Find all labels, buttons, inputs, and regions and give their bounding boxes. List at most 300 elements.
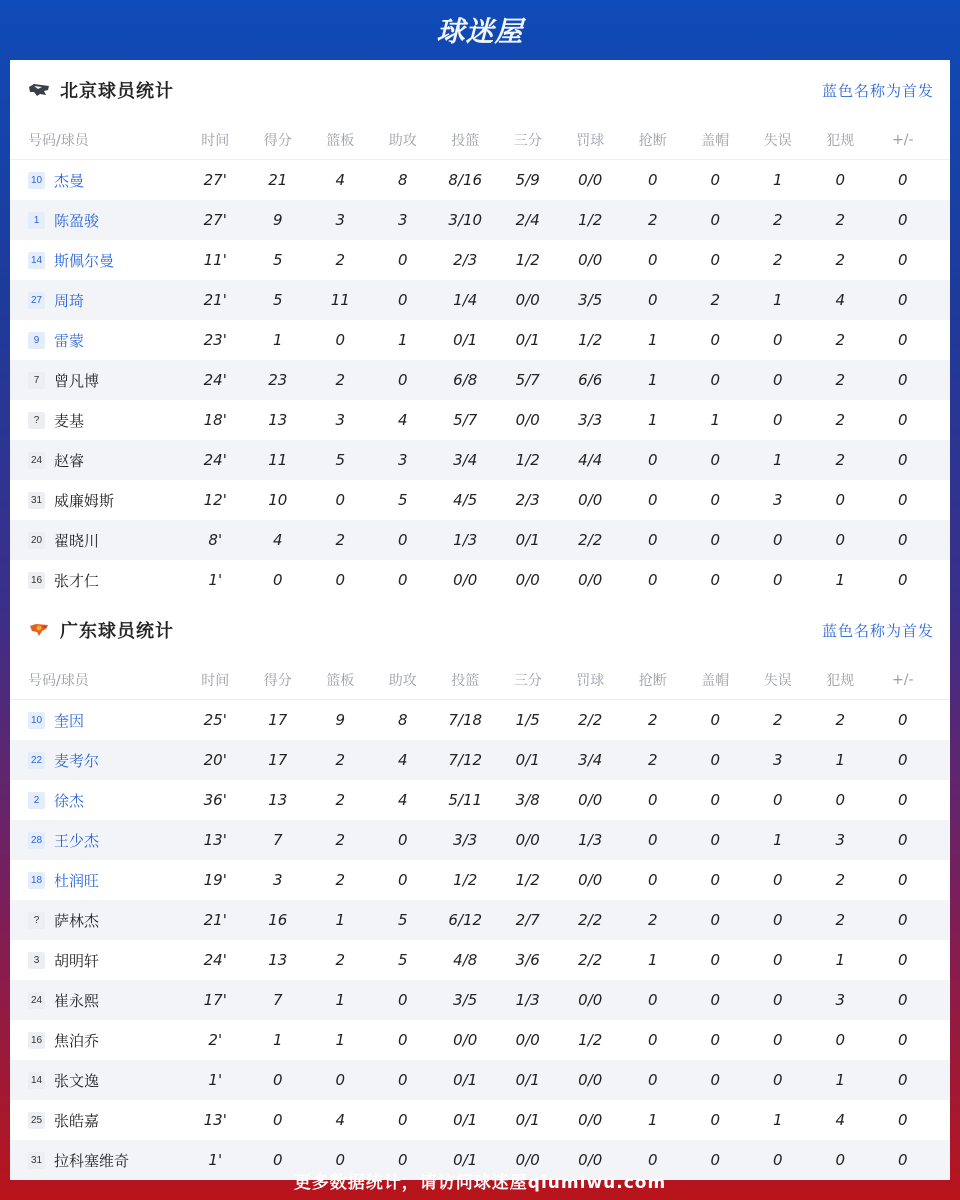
stat-cell: 0/0 (515, 831, 540, 849)
stat-cell: 23 (268, 371, 288, 389)
column-header: +/- (892, 671, 914, 688)
player-name[interactable]: 翟晓川 (54, 531, 100, 550)
stat-cell: 1 (397, 331, 408, 349)
player-cell (10, 1070, 184, 1091)
player-name[interactable]: 斯佩尔曼 (54, 251, 115, 270)
table-row (10, 320, 950, 360)
stat-cell: 0 (835, 791, 846, 809)
player-cell (10, 330, 184, 351)
stat-cell: 11 (268, 451, 288, 469)
stat-cell: 3/5 (453, 991, 478, 1009)
stat-cell: 3 (772, 751, 783, 769)
stat-cell: 1 (335, 911, 346, 929)
stat-cell: 3/6 (515, 951, 540, 969)
stat-cell: 10 (268, 491, 288, 509)
stat-cell: 0 (397, 371, 408, 389)
table-row (10, 980, 950, 1020)
stat-cell: 1/2 (578, 1031, 603, 1049)
stat-cell: 0/0 (515, 411, 540, 429)
stat-cell: 0 (647, 1031, 658, 1049)
stat-cell: 1' (208, 1071, 223, 1089)
stat-cell: 1/2 (578, 331, 603, 349)
stat-cell: 3 (335, 211, 346, 229)
stat-cell: 0 (272, 571, 283, 589)
stat-cell: 0 (335, 491, 346, 509)
stat-cell: 4/4 (578, 451, 603, 469)
stat-cell: 0 (397, 1031, 408, 1049)
column-header: 盖帽 (701, 132, 730, 149)
stat-cell: 0 (647, 571, 658, 589)
stat-cell: 0 (772, 951, 783, 969)
player-name[interactable]: 崔永熙 (54, 991, 100, 1010)
player-name[interactable]: 徐杰 (54, 791, 85, 810)
stat-cell: 0/1 (515, 1071, 540, 1089)
stat-cell: 0/0 (578, 571, 603, 589)
column-header: 助攻 (388, 672, 417, 689)
jersey-number-badge: 10 (28, 712, 45, 729)
stat-cell: 0 (897, 371, 908, 389)
jersey-number-badge: 25 (28, 1112, 45, 1129)
stat-cell: 0 (710, 571, 721, 589)
jersey-number-badge: ? (28, 912, 45, 929)
stat-cell: 0/1 (515, 1111, 540, 1129)
stat-cell: 0 (897, 951, 908, 969)
player-name[interactable]: 胡明轩 (54, 951, 100, 970)
stat-cell: 4 (335, 171, 346, 189)
player-name[interactable]: 杰曼 (54, 171, 85, 190)
column-header: 抢断 (638, 672, 667, 689)
table-row (10, 160, 950, 200)
stat-cell: 0 (772, 571, 783, 589)
stat-cell: 0 (897, 911, 908, 929)
stat-cell: 5 (397, 951, 408, 969)
jersey-number-badge: 1 (28, 212, 45, 229)
stat-cell: 2 (335, 251, 346, 269)
stat-cell: 0 (835, 171, 846, 189)
stat-cell: 2 (335, 371, 346, 389)
stat-cell: 3/5 (578, 291, 603, 309)
player-cell (10, 450, 184, 471)
stat-cell: 1/2 (453, 871, 478, 889)
table-row (10, 940, 950, 980)
stat-cell: 13' (203, 831, 227, 849)
column-header: 犯规 (826, 672, 855, 689)
stat-cell: 0 (710, 871, 721, 889)
stat-cell: 0 (397, 1071, 408, 1089)
stat-cell: 2 (772, 711, 783, 729)
stat-cell: 1 (335, 991, 346, 1009)
stat-cell: 5/9 (515, 171, 540, 189)
stat-cell: 0 (772, 1151, 783, 1169)
stat-cell: 3/10 (448, 211, 483, 229)
player-cell (10, 570, 184, 591)
stat-cell: 0 (897, 331, 908, 349)
stat-cell: 11 (330, 291, 350, 309)
stat-cell: 0/0 (578, 791, 603, 809)
beijing-team-icon (28, 83, 50, 97)
table-row (10, 360, 950, 400)
table-row (10, 780, 950, 820)
stat-cell: 13 (268, 411, 288, 429)
stat-cell: 0 (897, 411, 908, 429)
table-row (10, 900, 950, 940)
stat-cell: 0 (897, 251, 908, 269)
stat-cell: 4 (835, 1111, 846, 1129)
stat-cell: 0 (897, 1111, 908, 1129)
stat-cell: 1/2 (578, 211, 603, 229)
table-row (10, 860, 950, 900)
player-name[interactable]: 赵睿 (54, 451, 85, 470)
stat-cell: 0 (710, 211, 721, 229)
player-cell (10, 210, 184, 231)
stat-cell: 0 (897, 451, 908, 469)
stat-cell: 0 (710, 1151, 721, 1169)
stat-cell: 0 (335, 1071, 346, 1089)
stat-cell: 0 (897, 991, 908, 1009)
stat-cell: 0 (772, 331, 783, 349)
stat-cell: 1/2 (515, 451, 540, 469)
stat-cell: 0/0 (578, 491, 603, 509)
stat-cell: 0 (397, 991, 408, 1009)
stat-cell: 0/0 (453, 1031, 478, 1049)
jersey-number-badge: 24 (28, 452, 45, 469)
stat-cell: 0 (897, 751, 908, 769)
stat-cell: 16 (268, 911, 288, 929)
stat-cell: 12' (203, 491, 227, 509)
player-name[interactable]: 杜润旺 (54, 871, 100, 890)
stat-cell: 0 (772, 911, 783, 929)
player-name[interactable]: 陈盈骏 (54, 211, 100, 230)
player-name[interactable]: 麦基 (54, 411, 85, 430)
stat-cell: 6/6 (578, 371, 603, 389)
stat-cell: 0 (772, 791, 783, 809)
stat-cell: 17 (268, 751, 288, 769)
stat-cell: 2 (772, 251, 783, 269)
jersey-number-badge: 24 (28, 992, 45, 1009)
table-row (10, 740, 950, 780)
player-name[interactable]: 曾凡博 (54, 371, 100, 390)
stat-cell: 7/18 (448, 711, 483, 729)
stat-cell: 5/7 (453, 411, 478, 429)
stat-cell: 1 (772, 1111, 783, 1129)
stat-cell: 2 (335, 871, 346, 889)
jersey-number-badge: ? (28, 412, 45, 429)
jersey-number-badge: 22 (28, 752, 45, 769)
stat-cell: 0/1 (453, 331, 478, 349)
stat-cell: 21' (203, 911, 227, 929)
stat-cell: 0 (772, 1071, 783, 1089)
jersey-number-badge: 28 (28, 832, 45, 849)
stat-cell: 2 (335, 951, 346, 969)
column-header: 罚球 (576, 672, 605, 689)
stat-cell: 1 (772, 291, 783, 309)
stat-cell: 0 (397, 571, 408, 589)
stat-cell: 7 (272, 831, 283, 849)
stat-cell: 1 (772, 831, 783, 849)
stat-cell: 1 (835, 1071, 846, 1089)
section-header (10, 600, 950, 660)
stat-cell: 0 (647, 791, 658, 809)
stat-cell: 2 (335, 791, 346, 809)
column-header: 盖帽 (701, 672, 730, 689)
jersey-number-badge: 2 (28, 792, 45, 809)
player-name[interactable]: 张才仁 (54, 571, 100, 590)
stat-cell: 0 (710, 831, 721, 849)
stat-cell: 0 (397, 251, 408, 269)
stat-cell: 3/4 (453, 451, 478, 469)
stat-cell: 0 (710, 751, 721, 769)
stat-cell: 1 (835, 751, 846, 769)
stat-cell: 0 (647, 531, 658, 549)
stat-cell: 0/0 (515, 571, 540, 589)
stat-cell: 13 (268, 951, 288, 969)
stat-cell: 1/5 (515, 711, 540, 729)
stat-cell: 3/3 (578, 411, 603, 429)
stat-cell: 2 (835, 911, 846, 929)
stat-cell: 1/3 (578, 831, 603, 849)
player-cell (10, 410, 184, 431)
stat-cell: 0 (897, 871, 908, 889)
stat-cell: 1 (272, 1031, 283, 1049)
section-header (10, 60, 950, 120)
stat-cell: 8/16 (448, 171, 483, 189)
stat-cell: 17' (203, 991, 227, 1009)
stat-cell: 0 (710, 491, 721, 509)
player-cell (10, 170, 184, 191)
stat-cell: 21' (203, 291, 227, 309)
stat-cell: 1/3 (453, 531, 478, 549)
stat-cell: 0/0 (578, 1111, 603, 1129)
column-header: +/- (892, 131, 914, 148)
stat-cell: 0 (897, 1151, 908, 1169)
stat-cell: 0 (397, 1151, 408, 1169)
stat-cell: 0 (897, 1031, 908, 1049)
stat-cell: 1 (647, 951, 658, 969)
stat-cell: 4 (272, 531, 283, 549)
stat-cell: 0 (647, 451, 658, 469)
column-header: 三分 (513, 672, 542, 689)
stat-cell: 0 (335, 1151, 346, 1169)
stat-cell: 2/2 (578, 711, 603, 729)
team-title (28, 77, 174, 103)
stat-cell: 13' (203, 1111, 227, 1129)
stat-cell: 3 (772, 491, 783, 509)
stat-cell: 6/12 (448, 911, 483, 929)
stat-cell: 0/0 (515, 291, 540, 309)
column-header: 投篮 (451, 132, 480, 149)
stat-cell: 0 (897, 211, 908, 229)
player-cell (10, 870, 184, 891)
stat-cell: 0 (835, 1151, 846, 1169)
jersey-number-badge: 18 (28, 872, 45, 889)
stat-cell: 0 (772, 871, 783, 889)
stat-cell: 1/3 (515, 991, 540, 1009)
jersey-number-badge: 14 (28, 1072, 45, 1089)
stat-cell: 0 (772, 411, 783, 429)
jersey-number-badge: 9 (28, 332, 45, 349)
stat-cell: 0 (897, 531, 908, 549)
player-rows (10, 160, 950, 600)
top-bar (0, 0, 960, 60)
player-name[interactable]: 张文逸 (54, 1071, 100, 1090)
player-name[interactable]: 雷蒙 (54, 331, 85, 350)
stat-cell: 0 (897, 171, 908, 189)
stat-cell: 0 (772, 371, 783, 389)
stat-cell: 23' (203, 331, 227, 349)
stat-cell: 1 (647, 1111, 658, 1129)
stat-cell: 1 (647, 331, 658, 349)
stat-cell: 4/8 (453, 951, 478, 969)
jersey-number-badge: 16 (28, 1032, 45, 1049)
stat-cell: 5 (335, 451, 346, 469)
stat-cell: 0 (272, 1071, 283, 1089)
player-cell (10, 250, 184, 271)
stat-cell: 0 (647, 991, 658, 1009)
player-name[interactable]: 麦考尔 (54, 751, 100, 770)
stat-cell: 25' (203, 711, 227, 729)
stat-cell: 0/0 (453, 571, 478, 589)
stat-cell: 2 (835, 251, 846, 269)
stat-cell: 0 (772, 1031, 783, 1049)
team-title (28, 617, 174, 643)
starter-note: 蓝色名称为首发 (821, 621, 934, 640)
stat-cell: 27' (203, 211, 227, 229)
stat-cell: 4 (397, 411, 408, 429)
stat-cell: 2/3 (515, 491, 540, 509)
stat-cell: 1 (772, 451, 783, 469)
stat-cell: 18' (203, 411, 227, 429)
team-name: 北京球员统计 (60, 81, 174, 102)
stat-cell: 0 (897, 491, 908, 509)
stat-cell: 24' (203, 451, 227, 469)
player-cell (10, 830, 184, 851)
table-row (10, 400, 950, 440)
stat-cell: 0 (710, 251, 721, 269)
stat-cell: 2 (335, 751, 346, 769)
stat-cell: 27' (203, 171, 227, 189)
column-header: 号码/球员 (28, 132, 89, 149)
stat-cell: 0 (710, 451, 721, 469)
stat-cell: 0 (647, 831, 658, 849)
stat-cell: 1 (647, 371, 658, 389)
stat-cell: 2/7 (515, 911, 540, 929)
stat-cell: 0 (710, 911, 721, 929)
player-name[interactable]: 周琦 (54, 291, 85, 310)
column-header: 得分 (263, 672, 292, 689)
stat-cell: 1 (647, 411, 658, 429)
team-section-beijing (10, 60, 950, 600)
stat-cell: 0 (710, 331, 721, 349)
stat-cell: 20' (203, 751, 227, 769)
jersey-number-badge: 3 (28, 952, 45, 969)
stat-cell: 21 (268, 171, 288, 189)
stat-cell: 0 (397, 1111, 408, 1129)
stat-cell: 0 (710, 991, 721, 1009)
stat-cell: 1/2 (515, 251, 540, 269)
stat-cell: 2 (647, 711, 658, 729)
player-name[interactable]: 萨林杰 (54, 911, 100, 930)
jersey-number-badge: 31 (28, 1152, 45, 1169)
column-header: 号码/球员 (28, 672, 89, 689)
stat-cell: 0/1 (453, 1151, 478, 1169)
stat-cell: 0 (897, 1071, 908, 1089)
stat-cell: 0/1 (515, 751, 540, 769)
player-name[interactable]: 奎因 (54, 711, 85, 730)
player-name[interactable]: 张皓嘉 (54, 1111, 100, 1130)
stat-cell: 0 (647, 251, 658, 269)
stat-cell: 0 (835, 1031, 846, 1049)
stat-cell: 36' (203, 791, 227, 809)
player-rows (10, 700, 950, 1180)
stat-cell: 3/3 (453, 831, 478, 849)
stat-cell: 1/4 (453, 291, 478, 309)
column-header: 三分 (513, 132, 542, 149)
player-name[interactable]: 王少杰 (54, 831, 100, 850)
column-header: 篮板 (326, 672, 355, 689)
stat-cell: 2/4 (515, 211, 540, 229)
table-row (10, 1100, 950, 1140)
column-header: 时间 (201, 672, 230, 689)
stat-cell: 0/1 (453, 1071, 478, 1089)
column-header: 得分 (263, 132, 292, 149)
stat-cell: 1' (208, 571, 223, 589)
stat-cell: 0 (772, 991, 783, 1009)
table-row (10, 520, 950, 560)
stat-cell: 2/2 (578, 911, 603, 929)
team-section-guangdong (10, 600, 950, 1180)
column-header: 时间 (201, 132, 230, 149)
stat-cell: 6/8 (453, 371, 478, 389)
stat-cell: 3/4 (578, 751, 603, 769)
stat-cell: 0 (710, 711, 721, 729)
stat-cell: 0 (647, 491, 658, 509)
stat-cell: 2/3 (453, 251, 478, 269)
stat-cell: 2 (647, 211, 658, 229)
player-name[interactable]: 威廉姆斯 (54, 491, 115, 510)
column-header: 篮板 (326, 132, 355, 149)
stat-cell: 0/0 (515, 1151, 540, 1169)
stat-cell: 0 (397, 831, 408, 849)
stat-cell: 0 (710, 171, 721, 189)
table-row (10, 240, 950, 280)
stat-cell: 17 (268, 711, 288, 729)
stat-cell: 0/1 (515, 531, 540, 549)
player-cell (10, 990, 184, 1011)
team-name: 广东球员统计 (60, 621, 174, 642)
stat-cell: 4 (397, 751, 408, 769)
stat-cell: 9 (335, 711, 346, 729)
table-header (10, 120, 950, 160)
table-row (10, 440, 950, 480)
stat-cell: 2' (208, 1031, 223, 1049)
stat-cell: 2 (835, 871, 846, 889)
stat-cell: 0/0 (578, 251, 603, 269)
table-row (10, 200, 950, 240)
footer-banner[interactable]: 更多数据统计，请访问球迷屋qiumiwu.com (293, 1172, 667, 1193)
stat-cell: 1 (710, 411, 721, 429)
player-name[interactable]: 焦泊乔 (54, 1031, 100, 1050)
stat-cell: 3 (397, 451, 408, 469)
column-header: 犯规 (826, 132, 855, 149)
stat-cell: 3 (835, 991, 846, 1009)
stat-cell: 0 (647, 171, 658, 189)
table-row (10, 560, 950, 600)
stat-cell: 3 (272, 871, 283, 889)
stat-cell: 0 (897, 831, 908, 849)
player-name[interactable]: 拉科塞维奇 (54, 1151, 130, 1170)
stat-cell: 0 (772, 531, 783, 549)
stat-cell: 3 (335, 411, 346, 429)
